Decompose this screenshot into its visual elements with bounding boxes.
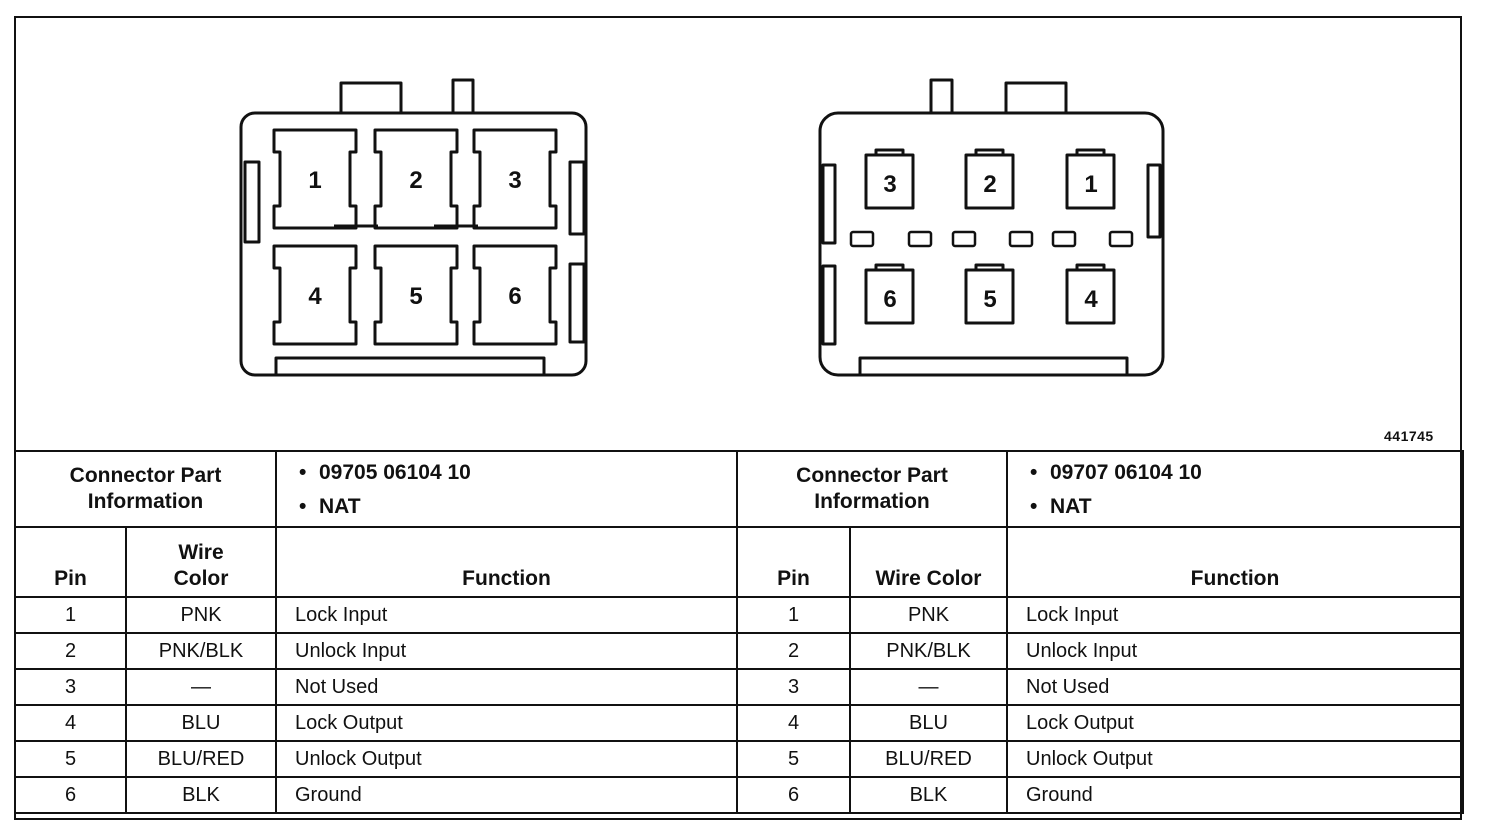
connector-info-row [15, 451, 1463, 527]
left-wire-color-cell: PNK/BLK [126, 633, 276, 669]
right-wire-color-cell: BLU/RED [850, 741, 1007, 777]
pin-number-label: 4 [1084, 286, 1098, 313]
right-wire-color-cell: — [850, 669, 1007, 705]
table-row [15, 741, 1463, 777]
left-pin-cell: 2 [15, 633, 126, 669]
left-wire-color-cell: — [126, 669, 276, 705]
pin-number-label: 6 [508, 283, 522, 310]
pinout-table [14, 450, 1464, 814]
pin-number-label: 6 [883, 286, 897, 313]
left-wire-color-header: Wire Color [126, 527, 276, 597]
left-pin-cell: 5 [15, 741, 126, 777]
right-pin-cell: 6 [737, 777, 850, 813]
right-pin-cell: 5 [737, 741, 850, 777]
left-pin-cell: 1 [15, 597, 126, 633]
right-connector-key-tab [931, 80, 952, 113]
left-function-header: Function [276, 527, 737, 597]
right-pin-cell: 3 [737, 669, 850, 705]
locator-slot [953, 232, 975, 246]
right-function-cell: Ground [1007, 777, 1463, 813]
pin-number-label: 2 [983, 171, 997, 198]
right-part-info [1007, 451, 1463, 527]
right-function-cell: Unlock Output [1007, 741, 1463, 777]
locator-slot [1110, 232, 1132, 246]
left-connector-body [241, 113, 586, 375]
part-number: • 09705 06104 10 [299, 461, 471, 484]
right-pin-cell: 1 [737, 597, 850, 633]
right-wire-color-cell: BLU [850, 705, 1007, 741]
right-connector-body [820, 113, 1163, 375]
right-wire-color-cell: BLK [850, 777, 1007, 813]
left-connector-side-rib [570, 162, 584, 234]
right-connector-bottom-rail [860, 358, 1127, 375]
right-connector-side-rib [823, 266, 835, 344]
pin-number-label: 5 [983, 286, 997, 313]
column-header-row [15, 527, 1463, 597]
right-function-cell: Lock Output [1007, 705, 1463, 741]
part-number: • 09707 06104 10 [1030, 461, 1202, 484]
right-connector-lock-tab [1006, 83, 1066, 113]
right-connector-side-rib [1148, 165, 1160, 237]
part-series: • NAT [299, 495, 361, 518]
left-connector-side-rib [245, 162, 259, 242]
left-wire-color-cell: BLU [126, 705, 276, 741]
right-function-cell: Not Used [1007, 669, 1463, 705]
left-wire-color-cell: BLK [126, 777, 276, 813]
part-series: • NAT [1030, 495, 1092, 518]
right-pin-cell: 4 [737, 705, 850, 741]
figure-id: 441745 [1384, 428, 1434, 444]
table-row [15, 597, 1463, 633]
right-connector-info-label: Connector Part Information [737, 451, 1007, 527]
table-row [15, 633, 1463, 669]
right-wire-color-cell: PNK/BLK [850, 633, 1007, 669]
right-pin-cell: 2 [737, 633, 850, 669]
table-row [15, 669, 1463, 705]
right-connector-side-rib [823, 165, 835, 243]
pin-number-label: 2 [409, 167, 423, 194]
table-row [15, 777, 1463, 813]
pin-number-label: 3 [883, 171, 897, 198]
locator-slot [1010, 232, 1032, 246]
locator-slot [851, 232, 873, 246]
pin-number-label: 1 [1084, 171, 1098, 198]
pin-number-label: 5 [409, 283, 423, 310]
locator-slot [1053, 232, 1075, 246]
left-function-cell: Unlock Output [276, 741, 737, 777]
pin-number-label: 1 [308, 167, 322, 194]
left-connector-lock-tab [341, 83, 401, 113]
pin-number-label: 3 [508, 167, 522, 194]
left-function-cell: Lock Output [276, 705, 737, 741]
left-function-cell: Unlock Input [276, 633, 737, 669]
right-connector [820, 80, 1163, 375]
left-connector-key-tab [453, 80, 473, 113]
right-pin-header: Pin [737, 527, 850, 597]
left-connector-side-rib [570, 264, 584, 342]
left-connector [241, 80, 586, 375]
right-wire-color-header: Wire Color [850, 527, 1007, 597]
table-row [15, 705, 1463, 741]
right-function-cell: Lock Input [1007, 597, 1463, 633]
left-pin-cell: 6 [15, 777, 126, 813]
right-wire-color-cell: PNK [850, 597, 1007, 633]
left-connector-bottom-rail [276, 358, 544, 375]
left-pin-cell: 4 [15, 705, 126, 741]
left-part-info [276, 451, 737, 527]
right-function-header: Function [1007, 527, 1463, 597]
left-wire-color-cell: BLU/RED [126, 741, 276, 777]
pin-number-label: 4 [308, 283, 322, 310]
left-pin-header: Pin [15, 527, 126, 597]
left-pin-cell: 3 [15, 669, 126, 705]
left-function-cell: Not Used [276, 669, 737, 705]
left-function-cell: Lock Input [276, 597, 737, 633]
locator-slot [909, 232, 931, 246]
left-connector-info-label: Connector Part Information [15, 451, 276, 527]
right-function-cell: Unlock Input [1007, 633, 1463, 669]
left-wire-color-cell: PNK [126, 597, 276, 633]
left-function-cell: Ground [276, 777, 737, 813]
